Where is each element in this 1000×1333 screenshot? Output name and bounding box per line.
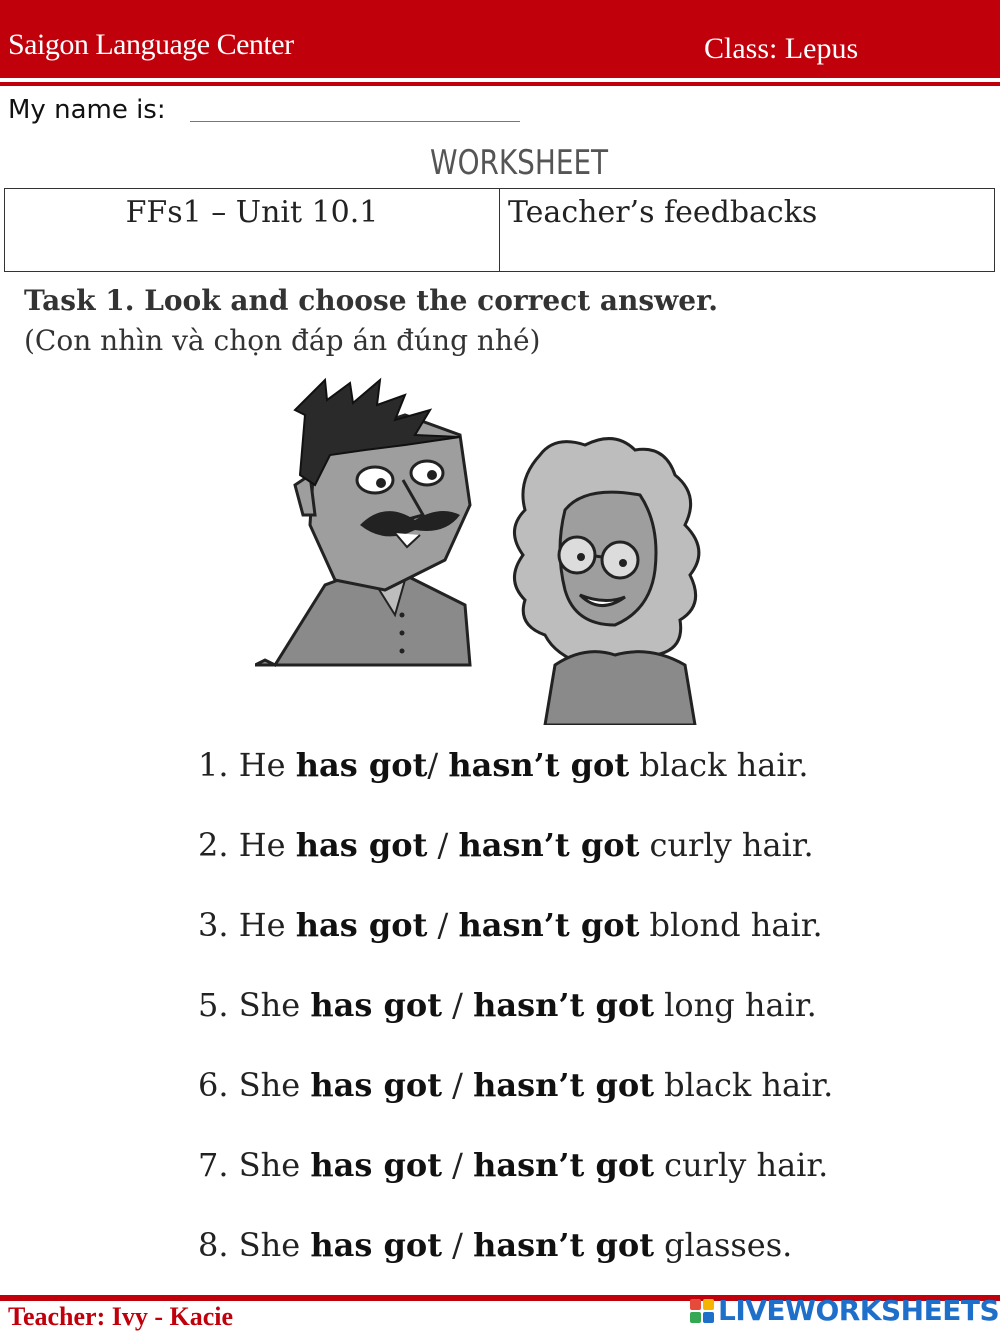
option-hasnt-got[interactable]: hasn’t got [458,826,640,864]
info-table [4,188,995,272]
class-label: Class: Lepus [704,32,859,65]
logo-grid-icon [690,1299,714,1323]
task-title: Task 1. Look and choose the correct answer. [24,284,719,317]
option-has-got[interactable]: has got [310,1226,442,1264]
name-label: My name is: [8,95,166,125]
header-divider [0,82,1000,86]
option-hasnt-got[interactable]: hasn’t got [473,1066,654,1104]
option-hasnt-got[interactable]: hasn’t got [473,1146,654,1184]
sentence-item: 3. He has got / hasn’t got blond hair. [198,906,823,944]
brand-text: LIVEWORKSHEETS [718,1294,1000,1327]
worksheet-title: WORKSHEET [430,143,609,183]
option-hasnt-got[interactable]: hasn’t got [448,746,630,784]
header-bar [0,0,1000,78]
sentence-item: 6. She has got / hasn’t got black hair. [198,1066,834,1104]
option-has-got[interactable]: has got [295,746,428,784]
feedback-cell: Teacher’s feedbacks [508,195,818,230]
task-subtitle: (Con nhìn và chọn đáp án đúng nhé) [24,324,541,357]
option-hasnt-got[interactable]: hasn’t got [473,986,654,1024]
liveworksheets-logo [690,1294,999,1327]
unit-cell: FFs1 – Unit 10.1 [5,189,500,271]
option-has-got[interactable]: has got [295,906,428,944]
option-has-got[interactable]: has got [310,986,442,1024]
name-input-line[interactable] [190,121,520,122]
sentence-item: 7. She has got / hasn’t got curly hair. [198,1146,829,1184]
teacher-name: Teacher: Ivy - Kacie [8,1302,234,1331]
option-has-got[interactable]: has got [310,1146,442,1184]
cartoon-couple-illustration [255,375,725,725]
sentence-item: 1. He has got/ hasn’t got black hair. [198,746,809,784]
sentence-item: 8. She has got / hasn’t got glasses. [198,1226,793,1264]
option-hasnt-got[interactable]: hasn’t got [458,906,640,944]
option-has-got[interactable]: has got [310,1066,442,1104]
sentence-item: 2. He has got / hasn’t got curly hair. [198,826,814,864]
sentence-item: 5. She has got / hasn’t got long hair. [198,986,817,1024]
option-hasnt-got[interactable]: hasn’t got [473,1226,654,1264]
option-has-got[interactable]: has got [295,826,428,864]
sentence-list [198,746,833,1306]
center-name: Saigon Language Center [8,28,294,61]
